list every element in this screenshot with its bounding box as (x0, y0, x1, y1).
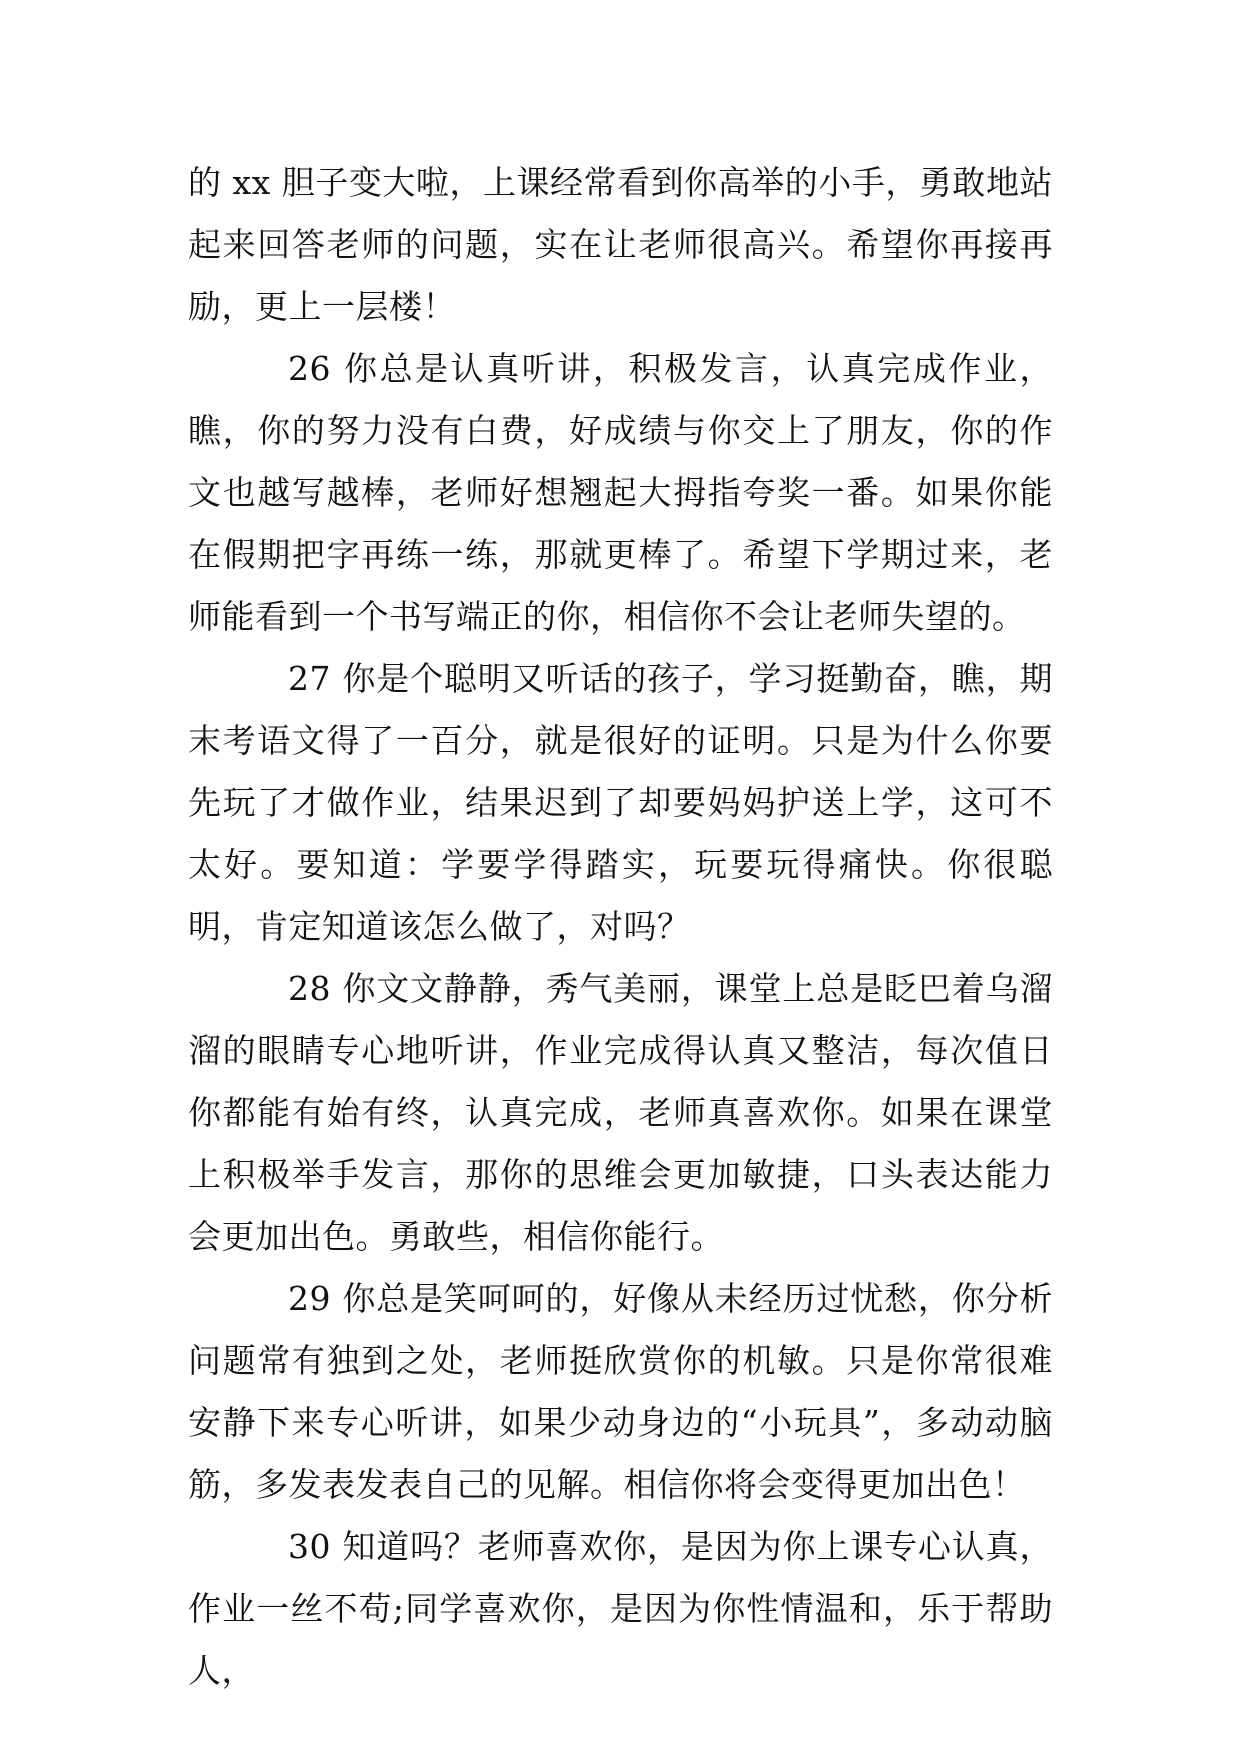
paragraph-29: 29 你总是笑呵呵的，好像从未经历过忧愁，你分析问题常有独到之处，老师挺欣赏你的机敏。只是你常很难安静下来专心听讲，如果少动身边的“小玩具”，多动动脑筋，多发表发表自己的见解。相信你将会变得更加出色！ (188, 1279, 1053, 1504)
paragraph-26: 26 你总是认真听讲，积极发言，认真完成作业，瞧，你的努力没有白费，好成绩与你交上了朋友，你的作文也越写越棒，老师好想翘起大拇指夸奖一番。如果你能在假期把字再练一练，那就更棒了。希望下学期过来，老师能看到一个书写端正的你，相信你不会让老师失望的。 (188, 349, 1053, 636)
paragraph-27: 27 你是个聪明又听话的孩子，学习挺勤奋，瞧，期末考语文得了一百分，就是很好的证明。只是为什么你要先玩了才做作业，结果迟到了却要妈妈护送上学，这可不太好。要知道：学要学得踏实，玩要玩得痛快。你很聪明，肯定知道该怎么做了，对吗？ (188, 659, 1053, 946)
paragraph-continuation: 的 xx 胆子变大啦，上课经常看到你高举的小手，勇敢地站起来回答老师的问题，实在让老师很高兴。希望你再接再励，更上一层楼！ (188, 163, 1053, 326)
body-text (188, 152, 1053, 1702)
paragraph-28: 28 你文文静静，秀气美丽，课堂上总是眨巴着乌溜溜的眼睛专心地听讲，作业完成得认真又整洁，每次值日你都能有始有终，认真完成，老师真喜欢你。如果在课堂上积极举手发言，那你的思维会更加敏捷，口头表达能力会更加出色。勇敢些，相信你能行。 (188, 969, 1053, 1256)
paragraph-30: 30 知道吗？老师喜欢你，是因为你上课专心认真，作业一丝不苟;同学喜欢你，是因为你性情温和，乐于帮助人， (188, 1527, 1053, 1690)
